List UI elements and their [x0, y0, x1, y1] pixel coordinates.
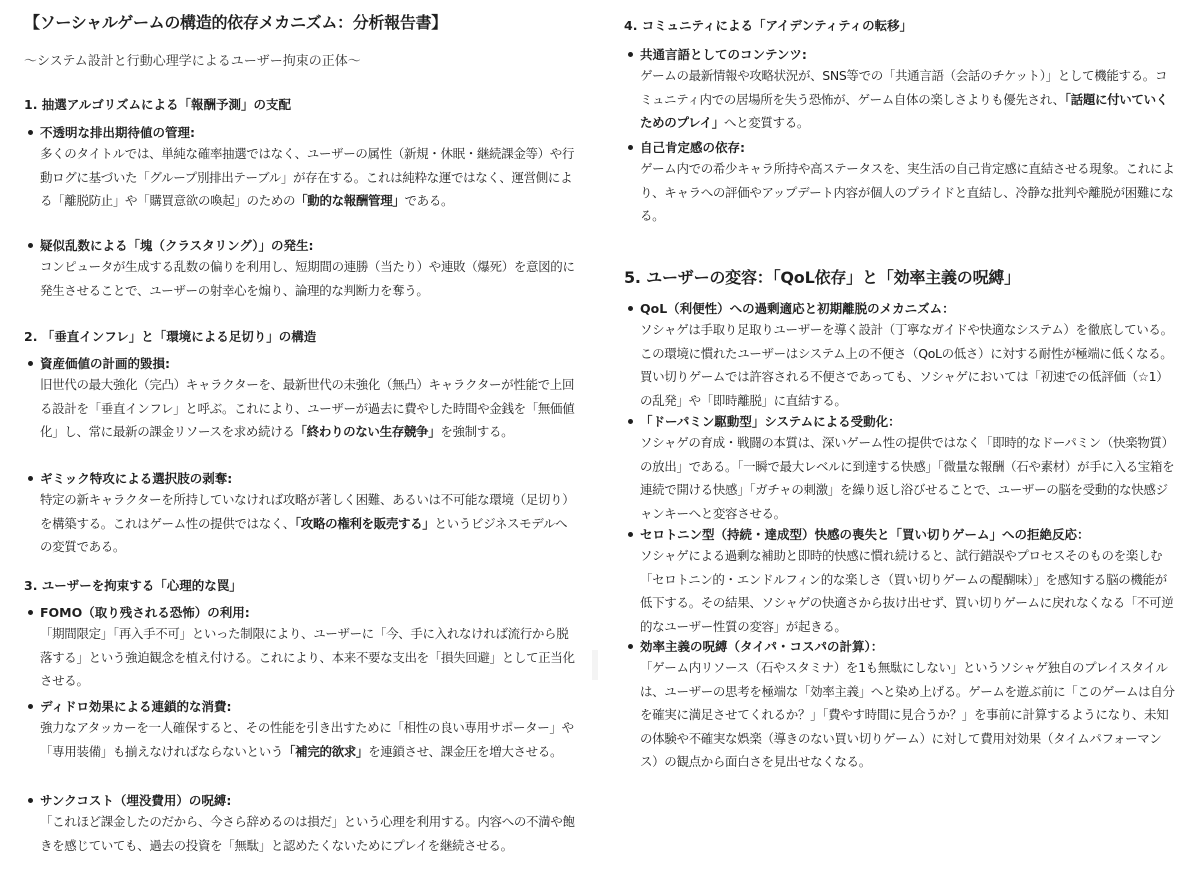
bullet-body: 多くのタイトルでは、単純な確率抽選ではなく、ユーザーの属性（新規・休眠・継続課金等）や行動ログに基づいた「グループ別排出テーブル」が存在する。これは純粋な運ではなく、運営側による「離脱防止」や「購買意欲の喚起」のための「動的な報酬管理」である。	[40, 146, 575, 208]
section-3-bullet-1	[28, 604, 576, 693]
bullet-title: FOMO（取り残される恐怖）の利用:	[40, 605, 250, 620]
bullet-dot	[28, 610, 33, 615]
section-2-bullet-2	[28, 470, 576, 559]
section-5-bullet-2	[628, 413, 1176, 525]
emphasis: 「補完的欲求」	[283, 743, 369, 759]
section-5-heading: 5. ユーザーの変容：「QoL依存」と「効率主義の呪縛」	[624, 268, 1020, 287]
bullet-title: 疑似乱数による「塊（クラスタリング）」の発生:	[40, 238, 314, 253]
section-2-heading: 2. 「垂直インフレ」と「環境による足切り」の構造	[24, 329, 317, 344]
bullet-title: QoL（利便性）への過剰適応と初期離脱のメカニズム：	[640, 301, 955, 316]
section-1-bullet-1	[28, 124, 576, 213]
bullet-title: 資産価値の計画的毀損:	[40, 356, 170, 371]
bullet-dot	[28, 798, 33, 803]
emphasis: 「話題に付いていくためのプレイ」	[640, 91, 1168, 130]
emphasis: 「終わりのない生存競争」	[294, 424, 441, 439]
document-title: 【ソーシャルゲームの構造的依存メカニズム：分析報告書】	[24, 13, 447, 32]
bullet-dot	[28, 243, 33, 248]
emphasis: 「攻略の権利を販売する」	[294, 515, 435, 531]
bullet-dot	[628, 532, 633, 537]
bullet-body: 強力なアタッカーを一人確保すると、その性能を引き出すために「相性の良い専用サポーター」や「専用装備」も揃えなければならないという「補完的欲求」を連鎖させ、課金圧を増大させる。	[40, 720, 574, 759]
bullet-dot	[628, 419, 633, 424]
bullet-dot	[628, 145, 633, 150]
bullet-body: 「ゲーム内リソース（石やスタミナ）を1も無駄にしない」というソシャゲ独自のプレイスタイルは、ユーザーの思考を極端な「効率主義」へと染め上げる。ゲームを遊ぶ前に「このゲームは自分を確実に満足させてくれるか？」「費やす時間に見合うか？」を事前に計算するようになり、未知の体験や不確実な娯楽（導きのない買い切りゲーム）に対して費用対効果（タイムパフォーマンス）の観点から面白さを見出せなくなる。	[640, 660, 1175, 769]
section-3-heading: 3. ユーザーを拘束する「心理的な罠」	[24, 578, 242, 593]
bullet-body: 特定の新キャラクターを所持していなければ攻略が著しく困難、あるいは不可能な環境（足切り）を構築する。これはゲーム性の提供ではなく、「攻略の権利を販売する」というビジネスモデルへの変質である。	[40, 492, 575, 554]
column-gutter-mark	[592, 650, 598, 680]
section-4-heading: 4. コミュニティによる「アイデンティティの転移」	[624, 18, 913, 33]
bullet-title: 共通言語としてのコンテンツ:	[640, 47, 807, 62]
bullet-body: 旧世代の最大強化（完凸）キャラクターを、最新世代の未強化（無凸）キャラクターが性能で上回る設計を「垂直インフレ」と呼ぶ。これにより、ユーザーが過去に費やした時間や金銭を「無価値化」し、常に最新の課金リソースを求め続ける「終わりのない生存競争」を強制する。	[40, 377, 575, 439]
bullet-title: 自己肯定感の依存:	[640, 140, 745, 155]
bullet-title: 不透明な排出期待値の管理:	[40, 125, 195, 140]
bullet-body: ソシャゲの育成・戦闘の本質は、深いゲーム性の提供ではなく「即時的なドーパミン（快楽物質）の放出」である。「一瞬で最大レベルに到達する快感」「微量な報酬（石や素材）が手に入る宝箱を連続で開ける快感」「ガチャの刺激」を繰り返し浴びせることで、ユーザーの脳を受動的な快感ジャンキーへと変容させる。	[640, 435, 1175, 521]
bullet-body: ゲーム内での希少キャラ所持や高ステータスを、実生活の自己肯定感に直結させる現象。これにより、キャラへの評価やアップデート内容が個人のプライドと直結し、冷静な批判や離脱が困難になる。	[640, 161, 1175, 223]
bullet-title: サンクコスト（埋没費用）の呪縛:	[40, 793, 232, 808]
section-2-bullet-1	[28, 355, 576, 444]
bullet-body: ゲームの最新情報や攻略状況が、SNS等での「共通言語（会話のチケット）」として機能する。コミュニティ内での居場所を失う恐怖が、ゲーム自体の楽しさよりも優先され、「話題に付いていくためのプレイ」へと変質する。	[640, 68, 1168, 130]
section-4-bullet-1	[628, 46, 1176, 135]
section-3-bullet-2	[28, 698, 576, 763]
bullet-dot	[628, 52, 633, 57]
bullet-dot	[28, 130, 33, 135]
bullet-dot	[628, 644, 633, 649]
bullet-body: コンピュータが生成する乱数の偏りを利用し、短期間の連勝（当たり）や連敗（爆死）を意図的に発生させることで、ユーザーの射幸心を煽り、論理的な判断力を奪う。	[40, 259, 575, 298]
section-5-bullet-4	[628, 638, 1176, 774]
section-3-bullet-3	[28, 792, 576, 857]
section-5-bullet-3	[628, 526, 1176, 638]
bullet-title: ギミック特攻による選択肢の剥奪:	[40, 471, 233, 486]
bullet-body: ソシャゲは手取り足取りユーザーを導く設計（丁寧なガイドや快適なシステム）を徹底している。この環境に慣れたユーザーはシステム上の不便さ（QoLの低さ）に対する耐性が極端に低くなる。買い切りゲームでは許容される不便さであっても、ソシャゲにおいては「初速での低評価（☆1）の乱発」や「即時離脱」に直結する。	[640, 322, 1173, 408]
document-subtitle: 〜システム設計と行動心理学によるユーザー拘束の正体〜	[24, 54, 361, 69]
bullet-title: 「ドーパミン駆動型」システムによる受動化：	[640, 414, 901, 429]
bullet-title: 効率主義の呪縛（タイパ・コスパの計算）：	[640, 639, 884, 654]
bullet-dot	[628, 306, 633, 311]
emphasis: 「動的な報酬管理」	[295, 193, 405, 208]
bullet-body: 「期間限定」「再入手不可」といった制限により、ユーザーに「今、手に入れなければ流行から脱落する」という強迫観念を植え付ける。これにより、本来不要な支出を「損失回避」として正当化させる。	[40, 626, 575, 688]
bullet-dot	[28, 361, 33, 366]
bullet-dot	[28, 704, 33, 709]
section-4-bullet-2	[628, 139, 1176, 228]
section-1-bullet-2	[28, 237, 576, 302]
section-1-heading: 1. 抽選アルゴリズムによる「報酬予測」の支配	[24, 97, 292, 112]
bullet-dot	[28, 476, 33, 481]
bullet-body: 「これほど課金したのだから、今さら辞めるのは損だ」という心理を利用する。内容への不満や飽きを感じていても、過去の投資を「無駄」と認めたくないためにプレイを継続させる。	[40, 814, 575, 853]
section-5-bullet-1	[628, 300, 1176, 412]
bullet-body: ソシャゲによる過剰な補助と即時的快感に慣れ続けると、試行錯誤やプロセスそのものを楽しむ「セロトニン的・エンドルフィン的な楽しさ（買い切りゲームの醍醐味）」を感知する脳の機能が低下する。その結果、ソシャゲの快適さから抜け出せず、買い切りゲームに戻れなくなる「不可逆的なユーザー性質の変容」が起きる。	[640, 548, 1174, 634]
bullet-title: セロトニン型（持続・達成型）快感の喪失と「買い切りゲーム」への拒絶反応：	[640, 527, 1090, 542]
bullet-title: ディドロ効果による連鎖的な消費:	[40, 699, 232, 714]
